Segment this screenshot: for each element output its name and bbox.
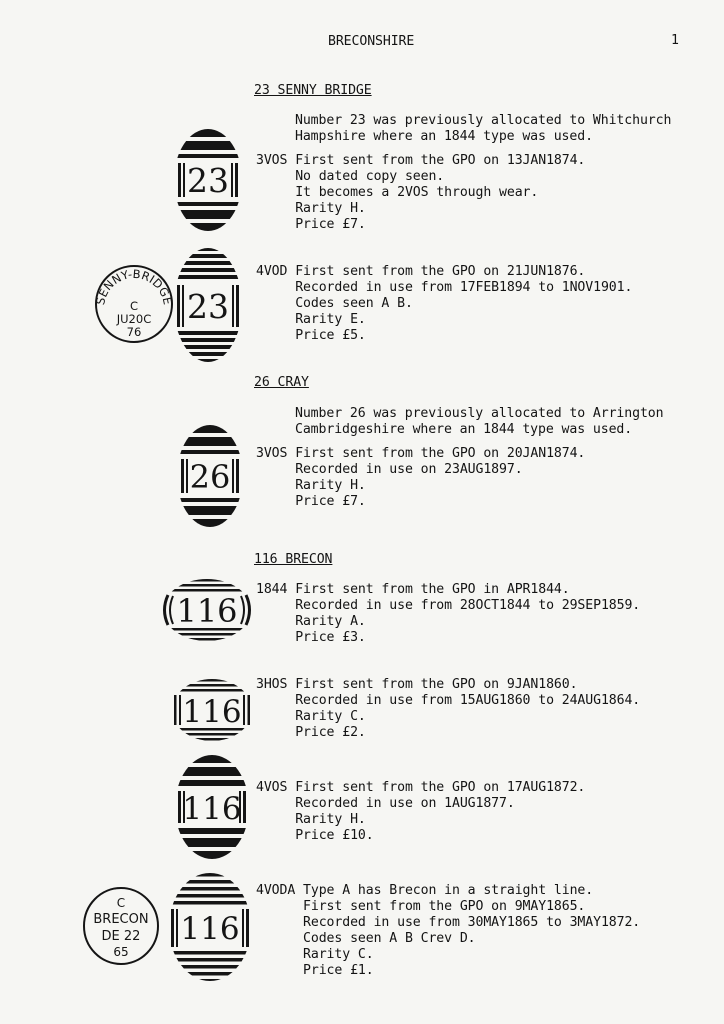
entry-line: Recorded in use from 15AUG1860 to 24AUG1864. bbox=[256, 693, 641, 708]
stamp-number: 116 bbox=[182, 791, 242, 827]
entry-line: Recorded in use on 23AUG1897. bbox=[256, 462, 523, 477]
entry-line: 3VOS First sent from the GPO on 13JAN1874. bbox=[256, 153, 586, 168]
section-heading: 116 BRECON bbox=[254, 552, 333, 567]
entry-line: Rarity C. bbox=[256, 709, 366, 724]
circular-datestamp bbox=[94, 264, 174, 344]
obliterator-stamp bbox=[176, 424, 244, 528]
section-heading: 23 SENNY BRIDGE bbox=[254, 83, 372, 98]
entry-line: Price £10. bbox=[256, 828, 374, 843]
entry-line: Price £7. bbox=[256, 217, 366, 232]
entry-line: First sent from the GPO on 9MAY1865. bbox=[256, 899, 586, 914]
datestamp-arc-text: SENNY-BRIDGE bbox=[93, 266, 175, 307]
entry-line: Rarity H. bbox=[256, 478, 366, 493]
entry-line: Rarity A. bbox=[256, 614, 366, 629]
obliterator-stamp bbox=[174, 754, 250, 860]
datestamp-town: BRECON bbox=[93, 912, 149, 927]
stamp-number: 26 bbox=[189, 458, 231, 496]
page-number: 1 bbox=[671, 33, 679, 48]
entry-line: 1844 First sent from the GPO in APR1844. bbox=[256, 582, 570, 597]
section-heading: 26 CRAY bbox=[254, 375, 309, 390]
section-note-line: Hampshire where an 1844 type was used. bbox=[295, 129, 593, 144]
datestamp-date: JU20C bbox=[116, 312, 152, 326]
entry-line: 4VOS First sent from the GPO on 17AUG1872. bbox=[256, 780, 586, 795]
obliterator-stamp bbox=[168, 872, 252, 982]
entry-line: No dated copy seen. bbox=[256, 169, 445, 184]
entry-line: Price £3. bbox=[256, 630, 366, 645]
entry-line: Recorded in use from 28OCT1844 to 29SEP1859. bbox=[256, 598, 641, 613]
entry-line: Price £1. bbox=[256, 963, 374, 978]
entry-line: 3HOS First sent from the GPO on 9JAN1860. bbox=[256, 677, 578, 692]
entry-line: Codes seen A B. bbox=[256, 296, 413, 311]
stamp-number: 116 bbox=[182, 694, 242, 730]
obliterator-stamp bbox=[173, 247, 243, 363]
entry-line: 4VODA Type A has Brecon in a straight line. bbox=[256, 883, 594, 898]
entry-line: Rarity H. bbox=[256, 201, 366, 216]
entry-line: Price £7. bbox=[256, 494, 366, 509]
entry-line: 3VOS First sent from the GPO on 20JAN1874. bbox=[256, 446, 586, 461]
section-note-line: Number 26 was previously allocated to Arrington bbox=[295, 406, 664, 421]
entry-line: 4VOD First sent from the GPO on 21JUN1876. bbox=[256, 264, 586, 279]
datestamp-year: 76 bbox=[126, 325, 142, 339]
obliterator-stamp bbox=[173, 128, 243, 232]
page-title: BRECONSHIRE bbox=[328, 34, 415, 49]
stamp-number: 116 bbox=[176, 592, 238, 630]
datestamp-date: DE 22 bbox=[101, 929, 141, 944]
stamp-number: 23 bbox=[187, 161, 229, 200]
entry-line: Recorded in use from 30MAY1865 to 3MAY1872. bbox=[256, 915, 641, 930]
entry-line: Rarity H. bbox=[256, 812, 366, 827]
stamp-number: 23 bbox=[187, 287, 229, 326]
circular-datestamp bbox=[82, 886, 160, 966]
section-note-line: Number 23 was previously allocated to Whitchurch bbox=[295, 113, 672, 128]
entry-line: Recorded in use from 17FEB1894 to 1NOV1901. bbox=[256, 280, 633, 295]
entry-line: It becomes a 2VOS through wear. bbox=[256, 185, 539, 200]
entry-line: Recorded in use on 1AUG1877. bbox=[256, 796, 515, 811]
obliterator-stamp bbox=[170, 678, 254, 742]
entry-line: Rarity C. bbox=[256, 947, 374, 962]
entry-line: Rarity E. bbox=[256, 312, 366, 327]
entry-line: Price £2. bbox=[256, 725, 366, 740]
entry-line: Price £5. bbox=[256, 328, 366, 343]
datestamp-code: C bbox=[129, 299, 139, 313]
section-note-line: Cambridgeshire where an 1844 type was used. bbox=[295, 422, 633, 437]
datestamp-code: C bbox=[116, 896, 126, 910]
entry-line: Codes seen A B Crev D. bbox=[256, 931, 476, 946]
stamp-number: 116 bbox=[180, 911, 240, 947]
obliterator-stamp bbox=[160, 578, 254, 642]
datestamp-year: 65 bbox=[113, 945, 129, 959]
